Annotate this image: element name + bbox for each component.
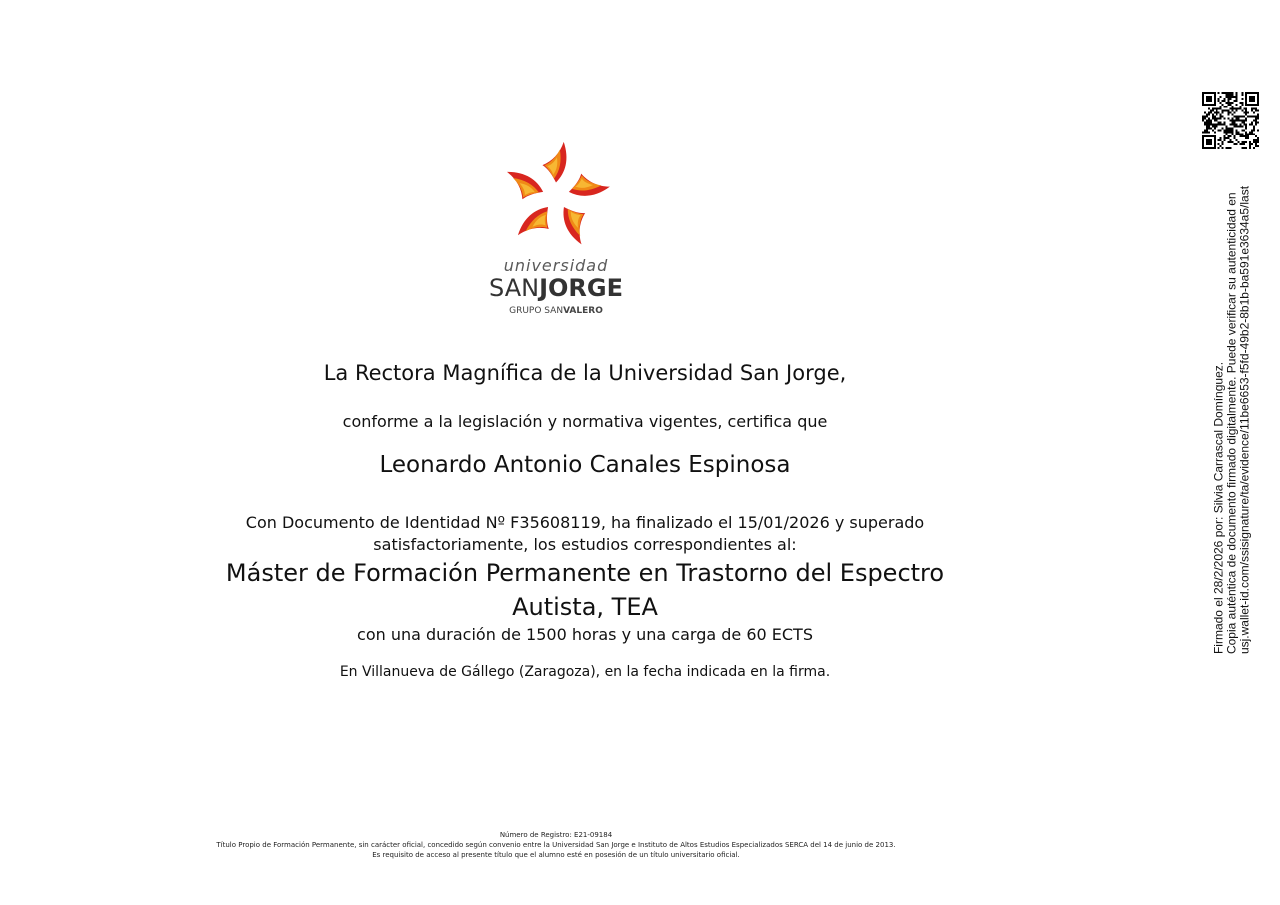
logo-grupo-text: GRUPO SAN xyxy=(509,306,564,316)
duration-line: con una duración de 1500 horas y una carga de 60 ECTS xyxy=(357,625,813,644)
logo-arm xyxy=(516,201,559,248)
conforme-line: conforme a la legislación y normativa vigentes, certifica que xyxy=(342,412,828,431)
document-line: Con Documento de Identidad Nº F35608119, ha finalizado el 15/01/2026 y superado satisfactoriamente, los estudios correspondientes al: xyxy=(245,513,925,554)
star-burst-logo-icon xyxy=(498,138,614,254)
logo-san-text: SAN xyxy=(489,274,540,302)
digital-signature-block xyxy=(1213,186,1252,654)
place-line: En Villanueva de Gállego (Zaragoza), en la fecha indicada en la firma. xyxy=(339,664,831,680)
rector-line: La Rectora Magnífica de la Universidad San Jorge, xyxy=(323,361,847,385)
logo-arm xyxy=(500,169,546,204)
university-logo xyxy=(476,136,636,322)
logo-san-jorge-text xyxy=(476,274,636,302)
footer-titulo-propio: Título Propio de Formación Permanente, sin carácter oficial, concedido según convenio entre la Universidad San Jorge e Instituto de Altos Estudios Especializados SERCA del 14 de junio de 2013. xyxy=(216,841,896,849)
logo-arm xyxy=(565,166,611,201)
logo-universidad-text: universidad xyxy=(503,256,609,275)
logo-arm xyxy=(555,199,598,246)
footer-requisito: Es requisito de acceso al presente título que el alumno esté en posesión de un título universitario oficial. xyxy=(372,851,740,859)
footer-registro: Número de Registro: E21-09184 xyxy=(499,831,613,839)
signature-verification-url: usj.wallet-id.com/ssisignature/ta/evidence/11be6653-f5fd-49b2-8b1b-ba591e3634a5/last xyxy=(1237,185,1252,655)
signature-line-2: Copia auténtica de documento firmado digitalmente. Puede verificar su autenticidad en xyxy=(1224,192,1239,655)
student-name: Leonardo Antonio Canales Espinosa xyxy=(379,452,791,478)
signature-line-1: Firmado el 28/2/2026 por: Silvia Carrascal Domínguez. xyxy=(1211,361,1226,655)
program-title: Máster de Formación Permanente en Trastorno del Espectro Autista, TEA xyxy=(225,559,945,621)
logo-group-text xyxy=(476,306,636,316)
logo-arm xyxy=(542,142,566,183)
logo-valero-text: VALERO xyxy=(563,306,603,316)
logo-jorge-text: JORGE xyxy=(539,274,623,302)
qr-code-icon xyxy=(1202,92,1259,149)
